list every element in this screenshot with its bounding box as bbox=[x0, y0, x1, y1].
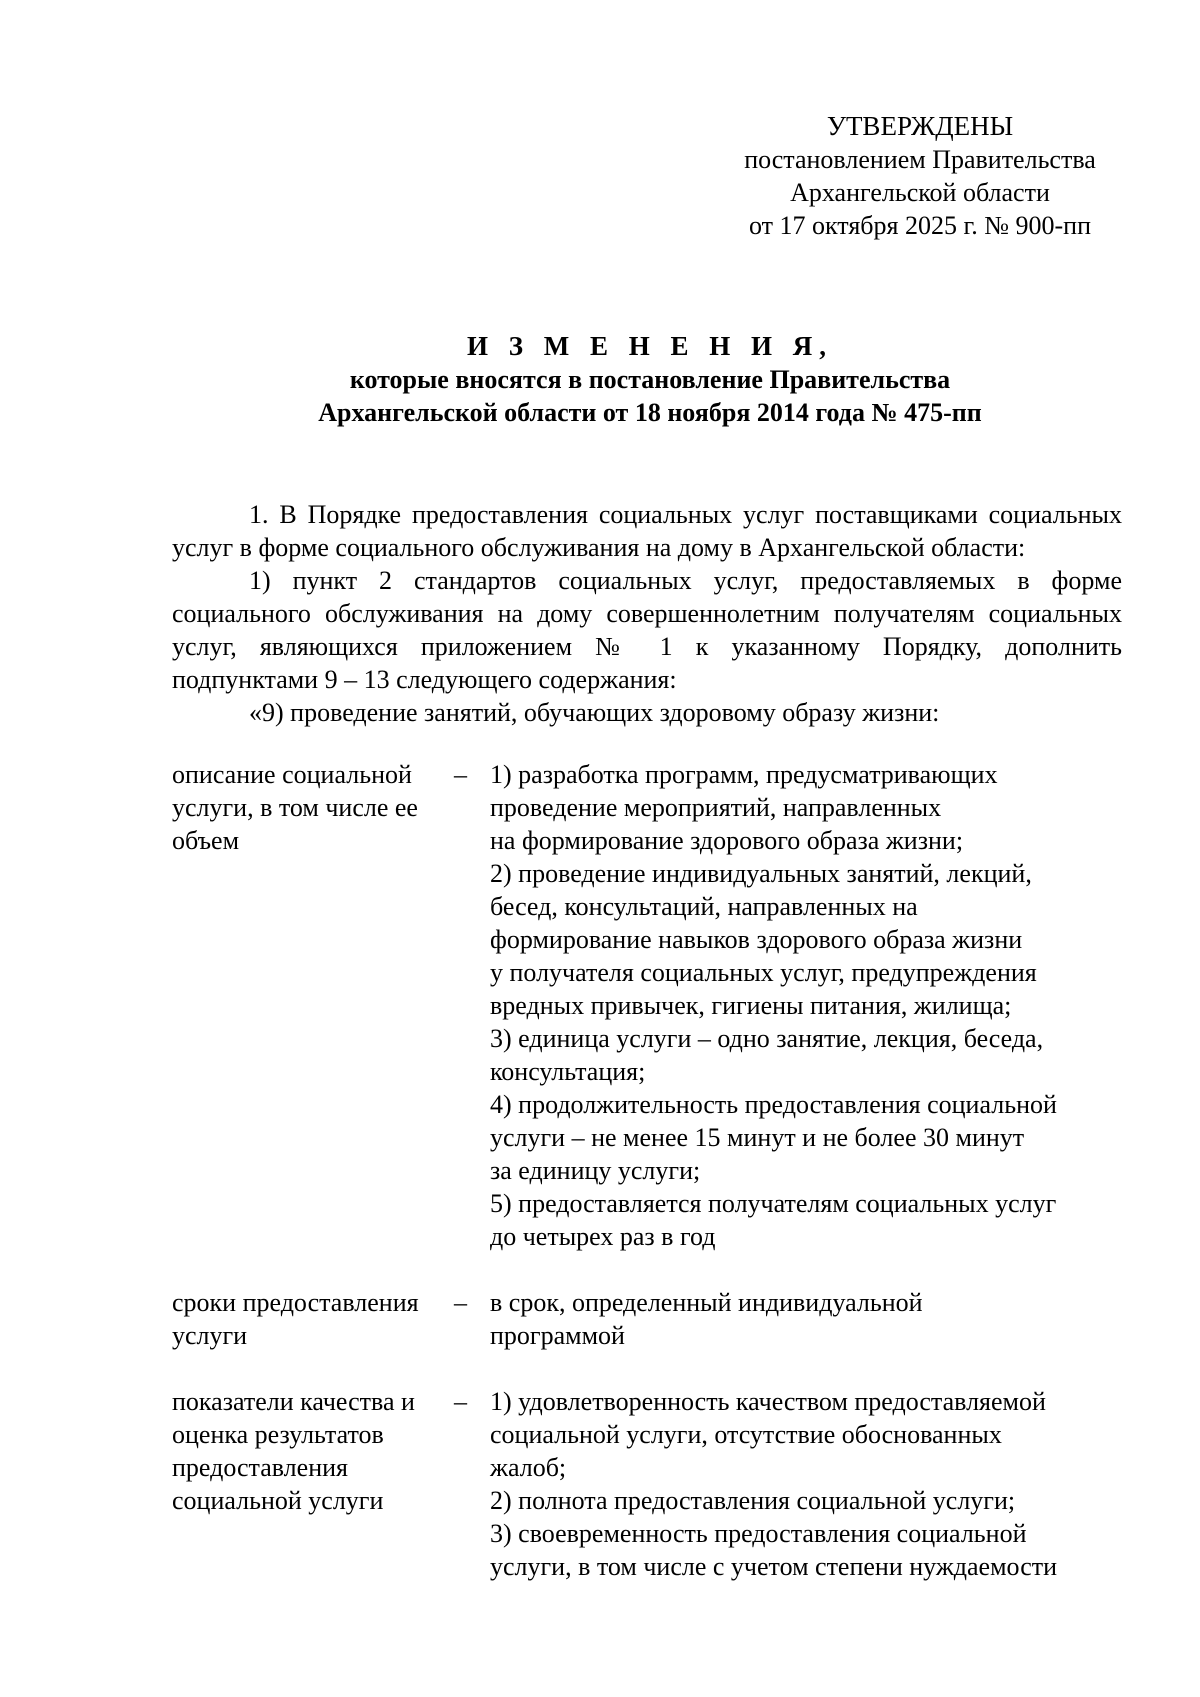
body-paragraph-1: 1. В Порядке предоставления социальных услуг поставщиками социальных услуг в форме социального обслуживания на дому в Архангельской области: bbox=[172, 500, 1122, 562]
standard-row-label: описание социальной услуги, в том числе ее объем bbox=[172, 760, 418, 855]
standard-row-content bbox=[490, 1286, 1120, 1352]
document-body bbox=[172, 498, 1122, 729]
body-paragraph-3: «9) проведение занятий, обучающих здоровому образу жизни: bbox=[249, 698, 940, 727]
content-line: за единицу услуги; bbox=[490, 1156, 701, 1185]
content-line: 1) удовлетворенность качеством предоставляемой bbox=[490, 1387, 1046, 1416]
content-line: программой bbox=[490, 1321, 625, 1350]
content-line: услуги – не менее 15 минут и не более 30 минут bbox=[490, 1123, 1025, 1152]
content-line: на формирование здорового образа жизни; bbox=[490, 826, 964, 855]
standard-row-dash: – bbox=[454, 1387, 467, 1416]
standard-row-dash: – bbox=[454, 1288, 467, 1317]
content-line: жалоб; bbox=[490, 1453, 567, 1482]
content-line: 4) продолжительность предоставления социальной bbox=[490, 1090, 1057, 1119]
document-subtitle-line-1: которые вносятся в постановление Правительства bbox=[349, 365, 951, 394]
service-standard-table bbox=[172, 758, 1132, 1616]
body-paragraph-2: 1) пункт 2 стандартов социальных услуг, предоставляемых в форме социального обслуживания на дому совершеннолетним получателям социальных услуг, являющихся приложением № 1 к указанному Порядку, дополнить подпунктами 9 – 13 следующего содержания: bbox=[172, 566, 1122, 694]
document-subtitle-line-2: Архангельской области от 18 ноября 2014 года № 475-пп bbox=[318, 398, 982, 427]
standard-row-quality bbox=[172, 1385, 1132, 1583]
standard-row-label: сроки предоставления услуги bbox=[172, 1288, 419, 1350]
content-line: 1) разработка программ, предусматривающих bbox=[490, 760, 998, 789]
content-line: в срок, определенный индивидуальной bbox=[490, 1288, 923, 1317]
content-line: социальной услуги, отсутствие обоснованных bbox=[490, 1420, 1002, 1449]
standard-row-terms bbox=[172, 1286, 1132, 1352]
approval-stamp-block bbox=[710, 110, 1130, 242]
standard-row-description bbox=[172, 758, 1132, 1253]
approval-date-number: от 17 октября 2025 г. № 900-пп bbox=[749, 211, 1091, 240]
content-line: формирование навыков здорового образа жизни bbox=[490, 925, 1023, 954]
content-line: 2) проведение индивидуальных занятий, лекций, bbox=[490, 859, 1032, 888]
content-line: у получателя социальных услуг, предупреждения bbox=[490, 958, 1037, 987]
content-line: вредных привычек, гигиены питания, жилища; bbox=[490, 991, 1012, 1020]
approval-issuer: постановлением Правительства bbox=[744, 145, 1096, 174]
standard-row-dash: – bbox=[454, 760, 467, 789]
standard-row-label: показатели качества и оценка результатов предоставления социальной услуги bbox=[172, 1387, 415, 1515]
document-title: И З М Е Н Е Н И Я, bbox=[466, 331, 833, 361]
content-line: 2) полнота предоставления социальной услуги; bbox=[490, 1486, 1016, 1515]
approved-label: УТВЕРЖДЕНЫ bbox=[826, 111, 1014, 141]
content-line: проведение мероприятий, направленных bbox=[490, 793, 942, 822]
content-line: до четырех раз в год bbox=[490, 1222, 716, 1251]
standard-row-content bbox=[490, 1385, 1120, 1583]
document-heading bbox=[170, 330, 1130, 429]
approval-region: Архангельской области bbox=[790, 178, 1050, 207]
content-line: бесед, консультаций, направленных на bbox=[490, 892, 918, 921]
content-line: 3) единица услуги – одно занятие, лекция, беседа, bbox=[490, 1024, 1044, 1053]
content-line: консультация; bbox=[490, 1057, 646, 1086]
content-line: 5) предоставляется получателям социальных услуг bbox=[490, 1189, 1057, 1218]
content-line: 3) своевременность предоставления социальной bbox=[490, 1519, 1027, 1548]
standard-row-content bbox=[490, 758, 1120, 1253]
content-line: услуги, в том числе с учетом степени нуждаемости bbox=[490, 1552, 1058, 1581]
